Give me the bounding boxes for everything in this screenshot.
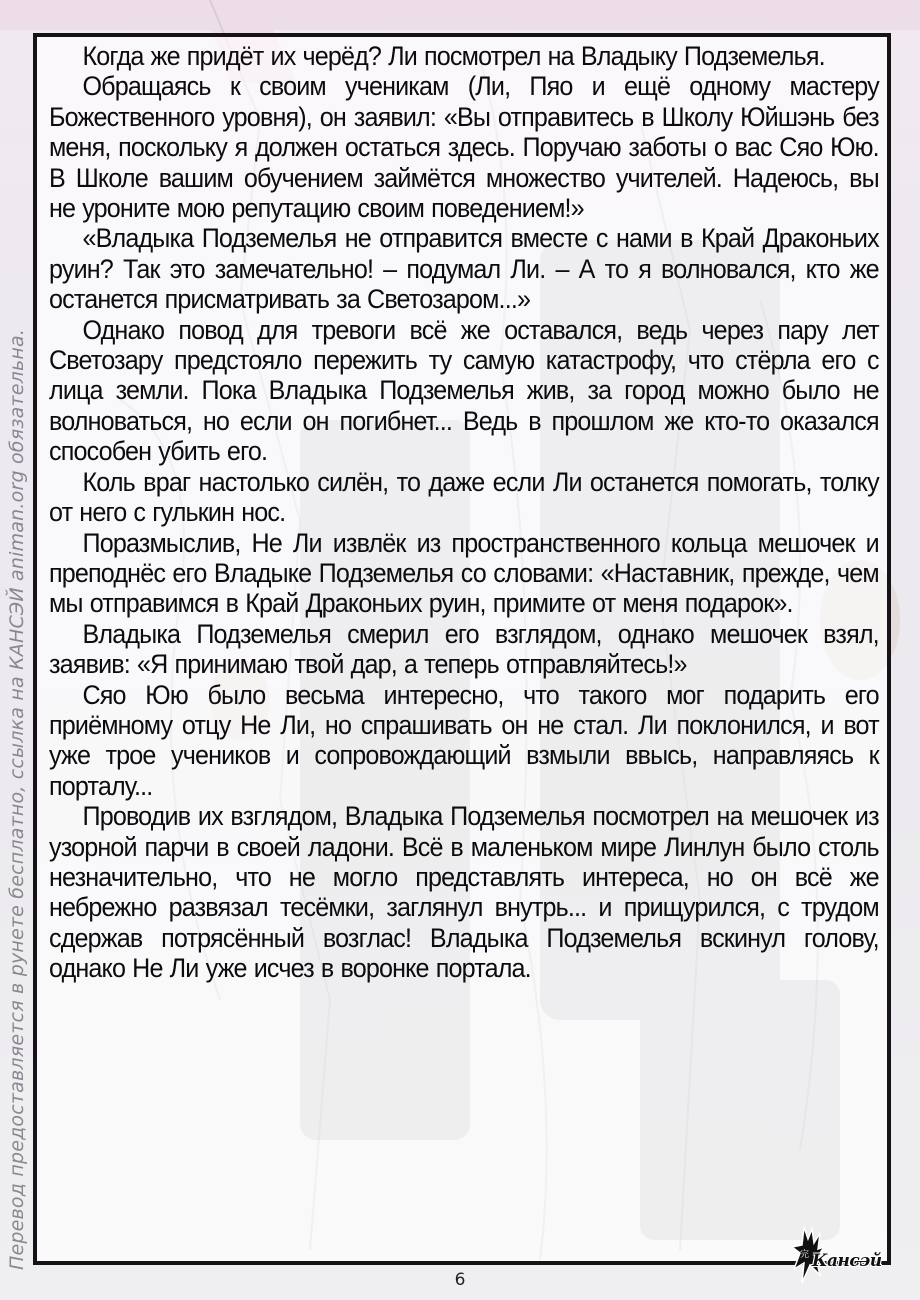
page-number: 6	[454, 1270, 466, 1290]
kansei-logo	[790, 1225, 900, 1285]
paragraph: Сяо Юю было весьма интересно, что такого мог подарить его приёмному отцу Не Ли, но спрашивать он не стал. Ли поклонился, и вот уже трое учеников и сопровождающий взмыли ввысь, направляясь к порталу...	[49, 679, 879, 801]
paragraph: Поразмыслив, Не Ли извлёк из пространственного кольца мешочек и преподнёс его Владыке Подземелья со словами: «Наставник, прежде, чем мы отправимся в Край Драконьих руин, примите от меня подарок».	[49, 527, 879, 619]
paragraph: Владыка Подземелья смерил его взглядом, однако мешочек взял, заявив: «Я принимаю твой дар, а теперь отправляйтесь!»	[49, 618, 879, 680]
paragraph: Коль враг настолько силён, то даже если Ли останется помогать, толку от него с гулькин нос.	[49, 466, 879, 528]
paragraph: Проводив их взглядом, Владыка Подземелья посмотрел на мешочек из узорной парчи в своей ладони. Всё в маленьком мире Линлун было столь незначительно, что не могло представлять интереса, но он всё же небрежно развязал тесёмки, заглянул внутрь... и прищурился, с трудом сдержав потрясённый возглас! Владыка Подземелья вскинул голову, однако Не Ли уже исчез в воронке портала.	[49, 801, 879, 984]
paragraph: Когда же придёт их черёд? Ли посмотрел на Владыку Подземелья.	[82, 41, 825, 71]
logo-text: Кансэй	[812, 1251, 882, 1271]
paragraph: «Владыка Подземелья не отправится вместе с нами в Край Драконьих руин? Так это замечательно! – подумал Ли. – А то я волновался, кто же останется присматривать за Светозаром...»	[49, 223, 879, 315]
story-text	[49, 41, 879, 984]
translation-credit-vertical: Перевод предоставляется в рунете бесплатно, ссылка на КАНСЭЙ animan.org обязательна.	[6, 328, 28, 1270]
svg-text:完: 完	[800, 1250, 810, 1260]
paragraph: Обращаясь к своим ученикам (Ли, Пяо и ещё одному мастеру Божественного уровня), он заявил: «Вы отправитесь в Школу Юйшэнь без меня, поскольку я должен остаться здесь. Поручаю заботы о вас Сяо Юю. В Школе вашим обучением займётся множество учителей. Надеюсь, вы не уроните мою репутацию своим поведением!»	[49, 71, 879, 224]
text-frame	[33, 33, 891, 1265]
paragraph: Однако повод для тревоги всё же оставался, ведь через пару лет Светозару предстояло пережить ту самую катастрофу, что стёрла его с лица земли. Пока Владыка Подземелья жив, за город можно было не волноваться, но если он погибнет... Ведь в прошлом же кто-то оказался способен убить его.	[49, 314, 879, 467]
